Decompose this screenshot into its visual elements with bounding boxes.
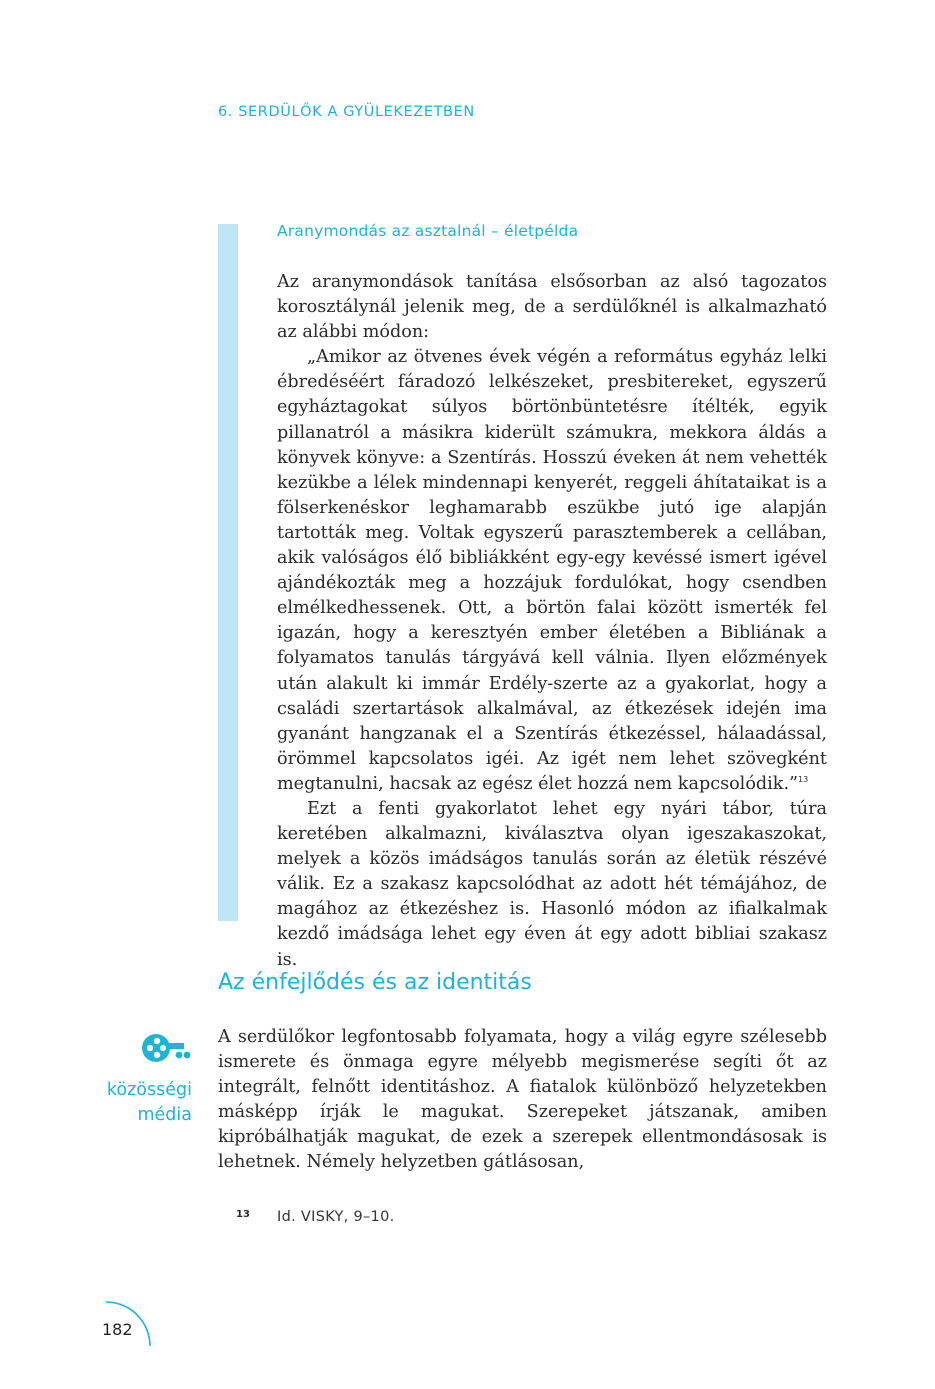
side-label-line-1: közösségi	[106, 1080, 192, 1100]
side-label	[78, 1078, 192, 1128]
key-icon	[140, 1028, 192, 1068]
box-quote-text: „Amikor az ötvenes évek végén a református egyház lelki ébredéséért fáradozó lelkészeket, presbitereket, egyszerű egyháztagokat súlyos börtönbüntetésre ítélték, egyik pillanatról a másikra kiderült számukra, mekkora áldás a könyvek könyve: a Szentírás. Hosszú éveken át nem vehették kezükbe a lélek mindennapi kenyerét, reggeli áhítataikat is a fölserkenéskor leghamarabb eszükbe jutó ige alapján tartották meg. Voltak egyszerű parasztemberek a cellában, akik valóságos élő bibliákként egy-egy kevéssé ismert igével ajándékozták meg a hozzájuk fordulókat, hogy csendben elmélkedhessenek. Ott, a börtön falai között ismerték fel igazán, hogy a keresztyén ember életében a Bibliának a folyamatos tanulás tárgyává kell válnia. Ilyen előzmények után alakult ki immár Erdély-szerte az a gyakorlat, hogy a családi szertartások alkalmával, az étkezések idején ima gyanánt hangzanak el a Szentírás étkezéssel, hálaadással, örömmel kapcsolatos igéi. Az igét nem lehet szövegként megtanulni, hacsak az egész élet hozzá nem kapcsolódik.”	[277, 347, 827, 794]
page-number: 182	[102, 1320, 133, 1339]
footnote-reference: 13	[798, 774, 809, 784]
box-closing-paragraph: Ezt a fenti gyakorlatot lehet egy nyári tábor, túra keretében alkalmazni, kiválasztva olyan igeszakaszokat, melyek a közös imádságos tanulás során az életük részévé válik. Ez a szakasz kapcsolódhat az adott hét témájához, de magához az étkezéshez is. Hasonló módon az ifialkalmak kezdő imádsága lehet egy éven át egy adott bibliai szakasz is.	[277, 798, 827, 970]
box-accent-bar	[218, 224, 238, 921]
section-heading: Az énfejlődés és az identitás	[218, 970, 532, 995]
section-body: A serdülőkor legfontosabb folyamata, hogy a világ egyre szélesebb ismerete és önmaga egyre mélyebb megismerése segíti őt az integrált, felnőtt identitáshoz. A fiatalok különböző helyzetekben másképp írják le magukat. Szerepeket játszanak, amiben kipróbálhatják magukat, de ezek a szerepek ellentmondásosak is lehetnek. Némely helyzetben gátlásosan,	[218, 1027, 827, 1173]
side-label-line-2: média	[137, 1105, 192, 1125]
footnote-text: Id. VISKY, 9–10.	[277, 1209, 395, 1225]
box-intro-paragraph: Az aranymondások tanítása elsősorban az alsó tagozatos korosztálynál jelenik meg, de a serdülőknél is alkalmazható az alábbi módon:	[277, 272, 827, 343]
box-quote-paragraph	[277, 345, 827, 797]
box-title: Aranymondás az asztalnál – életpélda	[277, 222, 579, 240]
running-head: 6. SERDÜLŐK A GYÜLEKEZETBEN	[218, 104, 475, 120]
box-body	[277, 270, 827, 973]
footnote-number: 13	[236, 1209, 250, 1220]
